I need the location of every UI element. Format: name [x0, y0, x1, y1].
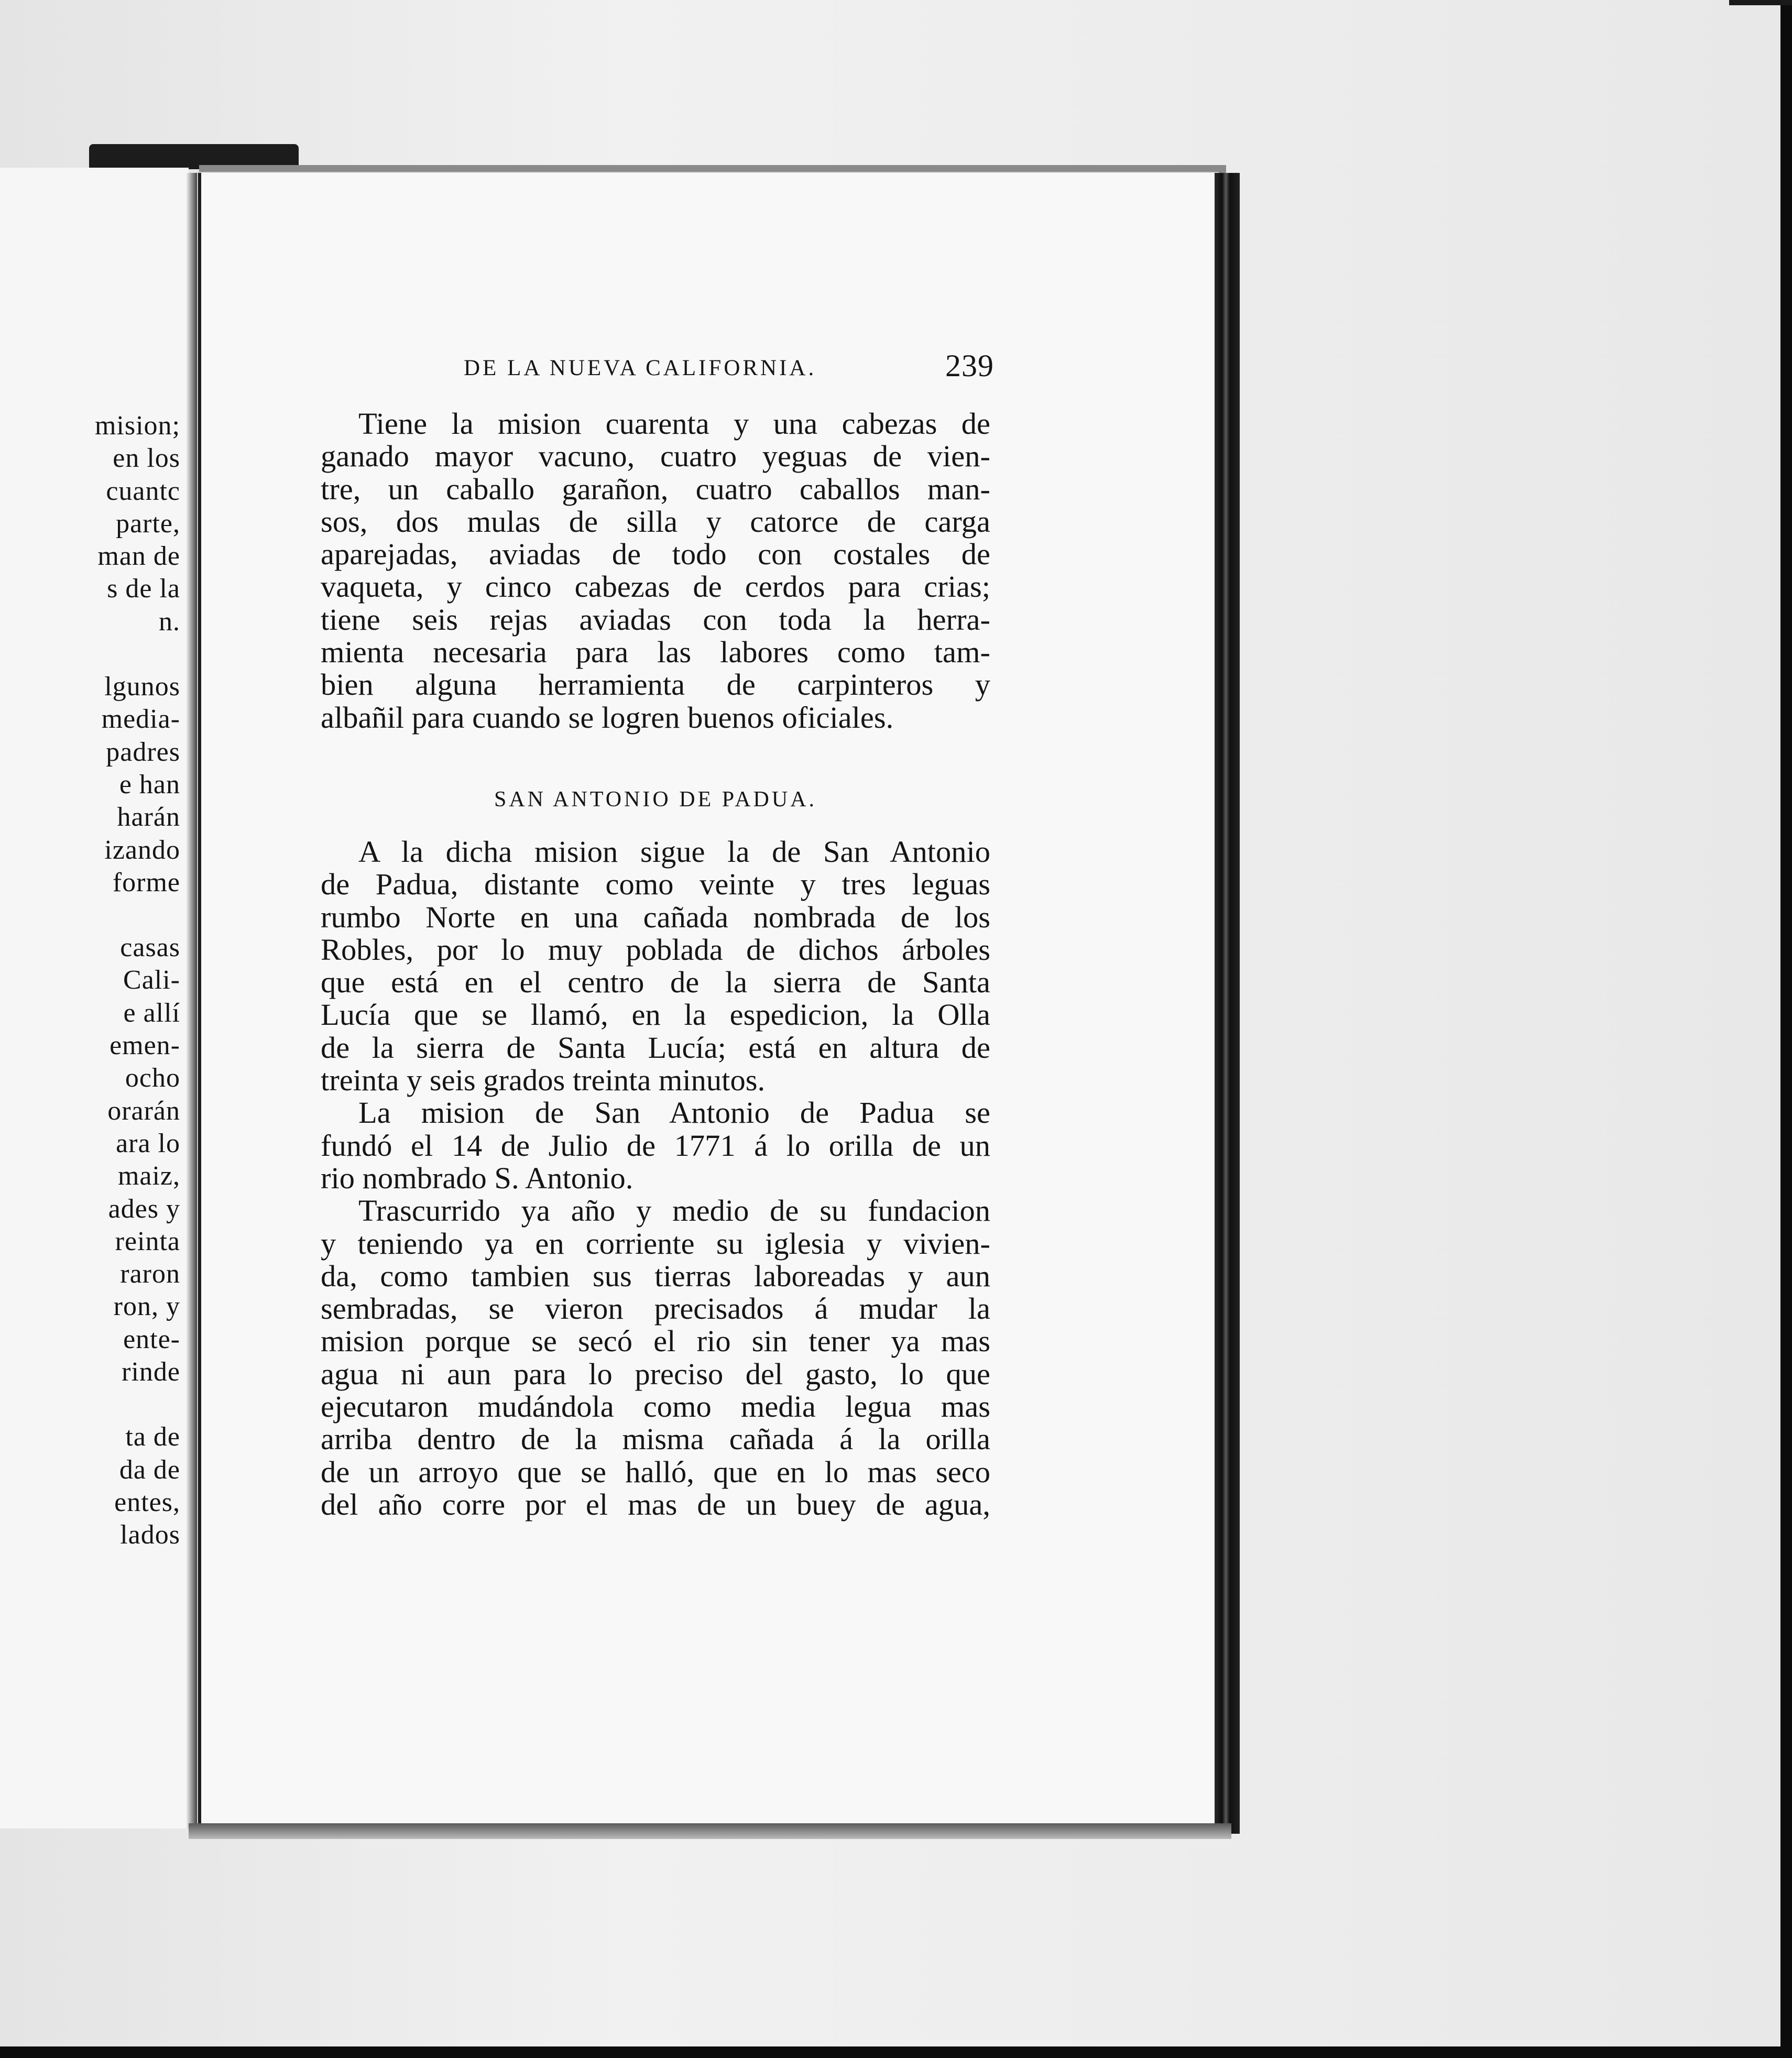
page-number: 239 — [945, 348, 994, 383]
page-edge-bottom — [189, 1823, 1231, 1839]
text-line: aparejadas, aviadas de todo con costales de — [321, 537, 990, 572]
left-page-gap — [0, 1388, 180, 1421]
left-page-line: ades y — [108, 1194, 180, 1224]
scan-border-right — [1780, 0, 1792, 2058]
left-page-line: harán — [117, 802, 180, 833]
text-line: rumbo Norte en una cañada nombrada de los — [321, 900, 990, 934]
text-line: de un arroyo que se halló, que en lo mas seco — [321, 1454, 990, 1489]
left-page-line: Cali- — [123, 965, 180, 995]
text-line: bien alguna herramienta de carpinteros y — [321, 667, 990, 702]
text-line: de la sierra de Santa Lucía; está en altura de — [321, 1030, 990, 1065]
text-line: rio nombrado S. Antonio. — [321, 1161, 633, 1195]
left-page-text — [0, 410, 180, 1552]
text-line: sembradas, se vieron precisados á mudar la — [321, 1291, 990, 1326]
left-page-line: ta de — [125, 1422, 180, 1452]
left-page-line: ron, y — [113, 1291, 180, 1322]
scan-border-bottom — [0, 2046, 1792, 2058]
text-line: del año corre por el mas de un buey de agua, — [321, 1487, 990, 1521]
left-page-line: entes, — [114, 1487, 180, 1517]
left-page-line: izando — [104, 835, 180, 865]
left-page-line: maiz, — [117, 1161, 180, 1191]
left-page-line: ara lo — [116, 1128, 180, 1158]
text-line: agua ni aun para lo preciso del gasto, lo que — [321, 1356, 990, 1391]
section-heading: SAN ANTONIO DE PADUA. — [494, 787, 817, 812]
text-line: treinta y seis grados treinta minutos. — [321, 1063, 766, 1098]
left-page-gap — [0, 638, 180, 671]
left-page-line: parte, — [116, 508, 180, 539]
left-page-line: s de la — [107, 574, 180, 604]
left-page-gap — [0, 899, 180, 932]
left-page-line: e han — [119, 769, 180, 800]
text-line: tre, un caballo garañon, cuatro caballos man- — [321, 472, 990, 506]
left-page-line: lgunos — [104, 672, 180, 702]
text-line: y teniendo ya en corriente su iglesia y vivien- — [321, 1226, 990, 1261]
text-line: vaqueta, y cinco cabezas de cerdos para crias; — [321, 570, 990, 604]
text-line: tiene seis rejas aviadas con toda la herra- — [321, 602, 990, 637]
text-line: Trascurrido ya año y medio de su fundacion — [358, 1194, 990, 1228]
text-line: mision porque se secó el rio sin tener ya mas — [321, 1324, 990, 1359]
left-page-line: ente- — [123, 1324, 180, 1354]
text-line: ejecutaron mudándola como media legua mas — [321, 1389, 990, 1424]
left-page-line: media- — [101, 704, 180, 735]
text-line: La mision de San Antonio de Padua se — [358, 1096, 990, 1130]
paragraphs-2-4 — [321, 836, 990, 1521]
text-line: de Padua, distante como veinte y tres leguas — [321, 867, 990, 902]
paragraph-1 — [321, 408, 990, 734]
left-page — [0, 168, 189, 1829]
left-page-line: rinde — [122, 1357, 180, 1387]
left-page-line: reinta — [115, 1226, 180, 1256]
left-page-line: casas — [120, 933, 180, 963]
left-page-line: emen- — [110, 1031, 180, 1061]
left-page-line: forme — [112, 867, 180, 897]
scan-border-top-corner — [1729, 0, 1792, 5]
text-line: arriba dentro de la misma cañada á la orilla — [321, 1422, 990, 1457]
left-page-line: cuantc — [106, 476, 180, 506]
text-line: ganado mayor vacuno, cuatro yeguas de vien- — [321, 439, 990, 474]
left-page-line: man de — [97, 541, 180, 572]
text-line: sos, dos mulas de silla y catorce de carga — [321, 504, 990, 539]
text-line: Tiene la mision cuarenta y una cabezas de — [358, 407, 990, 441]
text-line: A la dicha mision sigue la de San Antonio — [358, 835, 990, 869]
text-line: que está en el centro de la sierra de Santa — [321, 965, 990, 1000]
left-page-line: e allí — [123, 998, 180, 1028]
running-head: DE LA NUEVA CALIFORNIA. — [464, 356, 817, 380]
text-line: fundó el 14 de Julio de 1771 á lo orilla de un — [321, 1128, 990, 1163]
left-page-line: en los — [113, 443, 180, 474]
left-page-line: lados — [120, 1520, 180, 1550]
page-header — [464, 348, 994, 399]
text-line: Lucía que se llamó, en la espedicion, la Olla — [321, 998, 990, 1032]
left-page-line: padres — [106, 737, 180, 767]
left-page-line: ocho — [125, 1063, 180, 1093]
left-page-line: n. — [159, 606, 180, 637]
left-page-line: mision; — [94, 411, 180, 441]
text-line: da, como tambien sus tierras laboreadas y aun — [321, 1258, 990, 1293]
left-page-line: da de — [119, 1454, 180, 1485]
text-line: albañil para cuando se logren buenos oficiales. — [321, 700, 894, 735]
page-edge-right — [1215, 173, 1240, 1834]
left-page-line: orarán — [107, 1096, 180, 1126]
text-line: mienta necesaria para las labores como tam- — [321, 635, 990, 670]
left-page-line: raron — [120, 1259, 180, 1289]
text-line: Robles, por lo muy poblada de dichos árboles — [321, 932, 990, 967]
